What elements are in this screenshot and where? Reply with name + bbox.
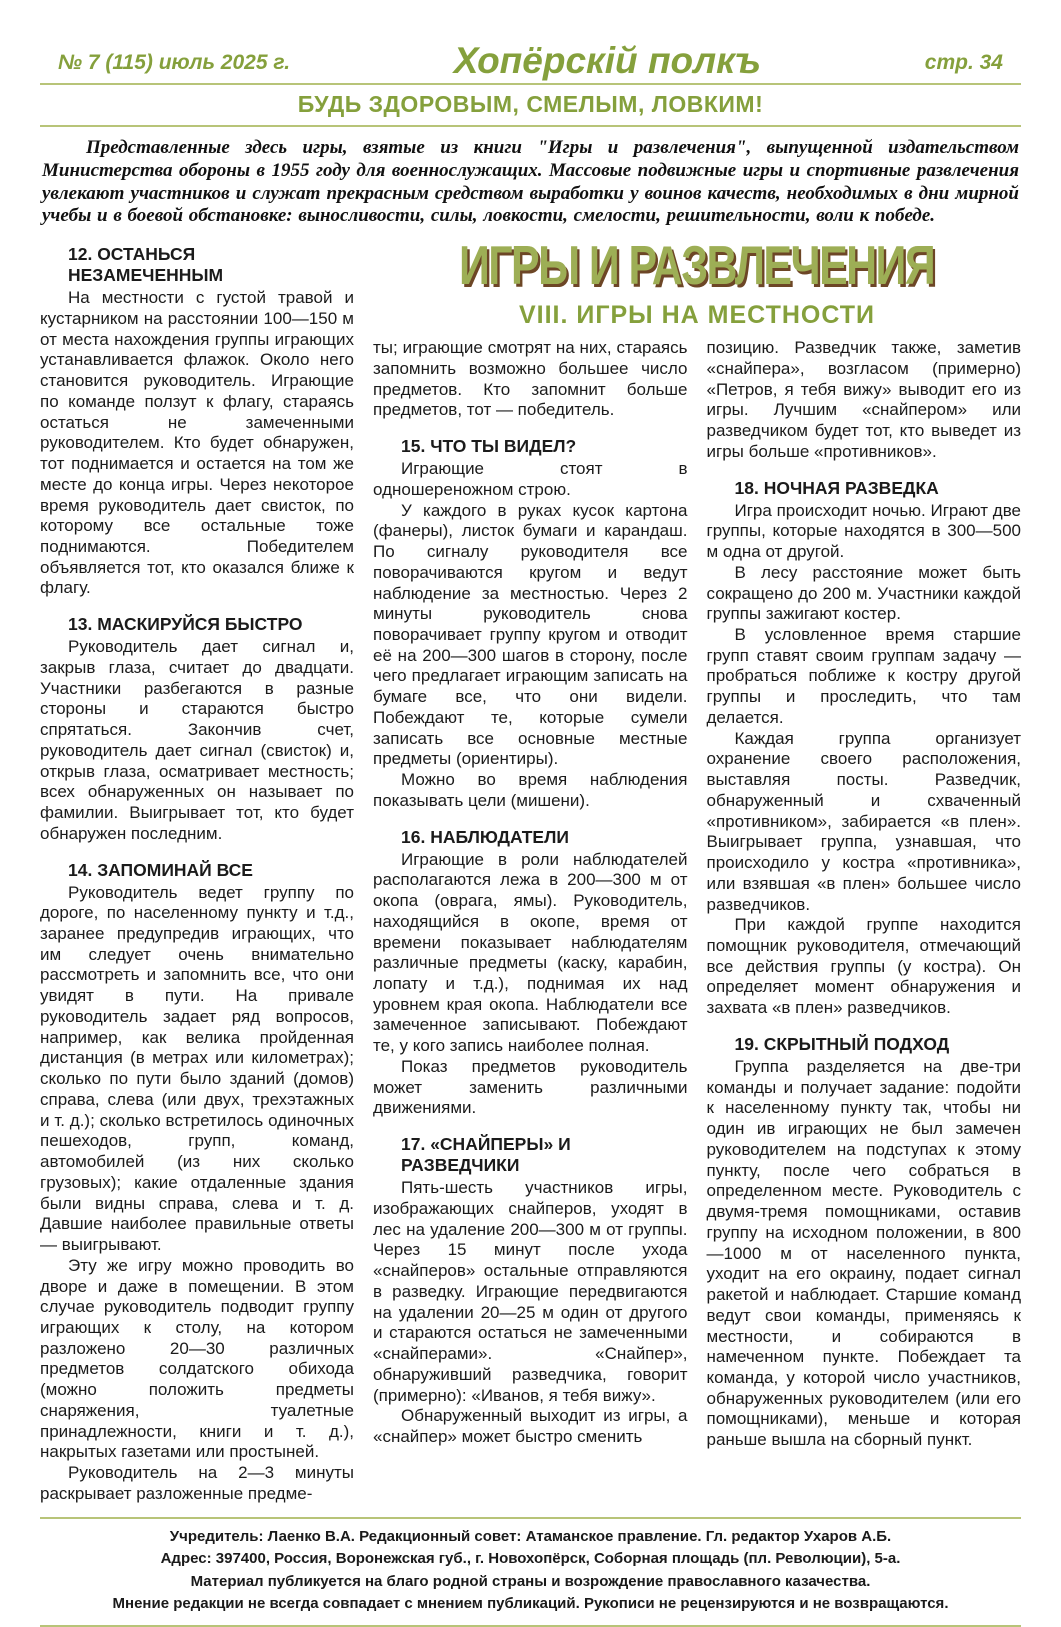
game-paragraph: Руководитель дает сигнал и, закрыв глаза, считает до двадцати. Участники разбегаются в разные стороны и стараются быстро спрятаться. Закончив счет, руководитель дает сигнал (свисток) и, открыв глаза, осматривает местность; всех обнаруженных он называет по фамилии. Выигрывает тот, кто будет обнаружен последним.	[40, 637, 354, 843]
section-title: ИГРЫ И РАЗВЛЕЧЕНИЯ	[459, 234, 935, 297]
game-heading: 19. СКРЫТНЫЙ ПОДХОД	[734, 1033, 950, 1054]
game-heading: 18. НОЧНАЯ РАЗВЕДКА	[734, 477, 939, 498]
game-paragraph: Обнаруженный выходит из игры, а «снайпер» может быстро сменить	[373, 1406, 688, 1446]
section-subtitle: VIII. ИГРЫ НА МЕСТНОСТИ	[518, 301, 876, 330]
column-1	[40, 242, 354, 1504]
game-paragraph: позицию. Разведчик также, заметив «снайпера», возгласом (примерно) «Петров, я тебя вижу» выводит его из игры. Лучшим «снайпером» или разведчиком будет тот, кто выведет из игры больше «противников».	[706, 338, 1021, 461]
game-paragraph: Группа разделяется на две-три команды и получает задание: подойти к населенному пункту так, чтобы ни один ив играющих не был замечен руководителем на подступах к этому пункту, после чего собраться в определенном месте. Руководитель с двумя-тремя помощниками, оставив группу на исходном положении, в 800—1000 м от населенного пункта, уходит на его окраину, подает сигнал ракетой и наблюдает. Старшие команд ведут свои команды, применяясь к местности, и собираются в намеченном пункте. Побеждает та команда, у которой число участников, обнаруженных руководителем (или его помощниками), меньше и которая раньше вышла на сборный пункт.	[706, 1056, 1021, 1450]
game-heading: 15. ЧТО ТЫ ВИДЕЛ?	[401, 436, 577, 457]
game-paragraph: Руководитель на 2—3 минуты раскрывает разложенные предме-	[40, 1463, 354, 1503]
right-columns-wrap	[373, 234, 1021, 1451]
footer	[40, 1519, 1021, 1625]
footer-line: Учредитель: Лаенко В.А. Редакционный совет: Атаманское правление. Гл. редактор Ухаров А.Б.	[169, 1527, 892, 1545]
footer-line: Материал публикуется на благо родной страны и возрождение православного казачества.	[190, 1572, 871, 1590]
game-paragraph: Каждая группа организует охранение своего расположения, выставляя посты. Разведчик, обнаруженный и схваченный «противником», забирается «в плен». Выигрывает группа, узнавшая, что происходило у костра «противника», или взявшая «в плен» большее число разведчиков.	[706, 728, 1021, 914]
footer-line: Адрес: 397400, Россия, Воронежская губ., г. Новохопёрск, Соборная площадь (пл. Революции), 5-а.	[160, 1550, 901, 1568]
game-paragraph: В лесу расстояние может быть сокращено до 200 м. Участники каждой группы зажигают костер.	[706, 562, 1021, 624]
intro-paragraph: Представленные здесь игры, взятые из книги "Игры и развлечения", выпущенной издательством Министерства обороны в 1955 году для военнослужащих. Массовые подвижные игры и спортивные развлечения увлекают участников и служат прекрасным средством выработки у воинов качеств, необходимых в дни мирной учебы и в боевой обстановке: выносливости, силы, ловкости, смелости, решительности, воли к победе.	[42, 137, 1019, 227]
issue-label: № 7 (115) июль 2025 г.	[58, 51, 291, 74]
game-paragraph: Эту же игру можно проводить во дворе и даже в помещении. В этом случае руководитель подводит группу играющих к столу, на котором разложено 20—30 различных предметов солдатского обихода (можно положить предметы снаряжения, туалетные принадлежности, книги и т. д.), накрытых газетами или простыней.	[40, 1255, 354, 1462]
game-paragraph: На местности с густой травой и кустарником на расстоянии 100—150 м от места нахождения группы играющих устанавливается флажок. Около него становится руководитель. Играющие по команде ползут к флагу, стараясь остаться не замеченными руководителем. Кто будет обнаружен, тот поднимается и остается на том же месте до конца игры. Через некоторое время руководитель дает свисток, по которому все остальные тоже поднимаются. Победителем объявляется тот, кто оказался ближе к флагу.	[40, 288, 354, 598]
columns-2-3	[373, 338, 1021, 1451]
footer-bottom-rule	[40, 1625, 1021, 1627]
column-3	[707, 338, 1022, 1451]
game-paragraph: Можно во время наблюдения показывать цели (мишени).	[373, 770, 688, 810]
game-paragraph: Игра происходит ночью. Играют две группы, которые находятся в 300—500 м одна от другой.	[706, 500, 1021, 562]
game-paragraph: У каждого в руках кусок картона (фанеры), листок бумаги и карандаш. По сигналу руководителя все поворачиваются кругом и ведут наблюдение за местностью. Через 2 минуты руководитель снова поворачивает группу кругом и отводит её на 200—300 шагов в сторону, после чего предлагает играющим записать на бумаге все, что они видели. Побеждают те, которые сумели записать все основные местные предметы (ориентиры).	[373, 500, 688, 769]
game-paragraph: При каждой группе находится помощник руководителя, отмечающий все действия группы (у костра). Он определяет момент обнаружения и захвата «в плен» разведчиков.	[706, 915, 1021, 1018]
game-heading: 17. «СНАЙПЕРЫ» И РАЗВЕДЧИКИ	[401, 1134, 571, 1176]
game-heading: 13. МАСКИРУЙСЯ БЫСТРО	[68, 614, 303, 635]
masthead-title: Хопёрскій полкъ	[453, 40, 762, 81]
slogan-rule	[40, 125, 1021, 127]
page-number: стр. 34	[924, 51, 1003, 74]
game-paragraph: В условленное время старшие групп ставят своим группам задачу — пробраться поближе к костру другой группы и проследить, что там делается.	[706, 625, 1021, 727]
page-header	[40, 42, 1021, 83]
game-paragraph: Руководитель ведет группу по дороге, по населенному пункту и т.д., заранее предупредив играющих, что им следует очень внимательно рассмотреть и запомнить все, что они увидят в пути. На привале руководитель задает ряд вопросов, например, как велика пройденная дистанция (в метрах или километрах); сколько по пути было зданий (домов) справа, слева (или двух, трехэтажных и т. д.); сколько встретилось одиночных пешеходов, групп, команд, автомобилей (из них сколько грузовых); какие отдаленные здания были видны справа, слева и т. д. Давшие наиболее правильные ответы — выигрывают.	[40, 882, 354, 1255]
game-heading: 14. ЗАПОМИНАЙ ВСЕ	[68, 859, 253, 880]
game-paragraph: Показ предметов руководитель может заменить различными движениями.	[373, 1056, 688, 1118]
game-heading: 16. НАБЛЮДАТЕЛИ	[401, 826, 569, 847]
game-paragraph: Играющие в роли наблюдателей располагаются лежа в 200—300 м от окопа (оврага, ямы). Руководитель, находящийся в окопе, время от времени показывает наблюдателям различные предметы (каску, карабин, лопату и т.д.), поднимая их над уровнем края окопа. Наблюдатели все замеченное записывают. Побеждают те, у кого запись наиболее полная.	[373, 849, 688, 1056]
slogan: БУДЬ ЗДОРОВЫМ, СМЕЛЫМ, ЛОВКИМ!	[297, 91, 764, 117]
game-paragraph: Пять-шесть участников игры, изображающих снайперов, уходят в лес на удаление 200—300 м от группы. Через 15 минут после ухода «снайперов» остальные отправляются в разведку. Играющие передвигаются на удалении 20—25 м один от другого и стараются остаться не замеченными «снайперами». «Снайпер», обнаруживший разведчика, говорит (примерно): «Иванов, я тебя вижу».	[373, 1178, 688, 1405]
game-paragraph: Играющие стоят в одношереножном строю.	[373, 459, 688, 499]
article-body	[40, 234, 1021, 1504]
footer-line: Мнение редакции не всегда совпадает с мнением публикаций. Рукописи не рецензируются и не возвращаются.	[112, 1595, 949, 1613]
game-paragraph: ты; играющие смотрят на них, стараясь запомнить возможно большее число предметов. Кто запомнит больше предметов, тот — победитель.	[373, 338, 688, 420]
section-title-block	[373, 234, 1021, 330]
column-2	[373, 338, 688, 1448]
game-heading: 12. ОСТАНЬСЯ НЕЗАМЕЧЕННЫМ	[68, 244, 224, 286]
